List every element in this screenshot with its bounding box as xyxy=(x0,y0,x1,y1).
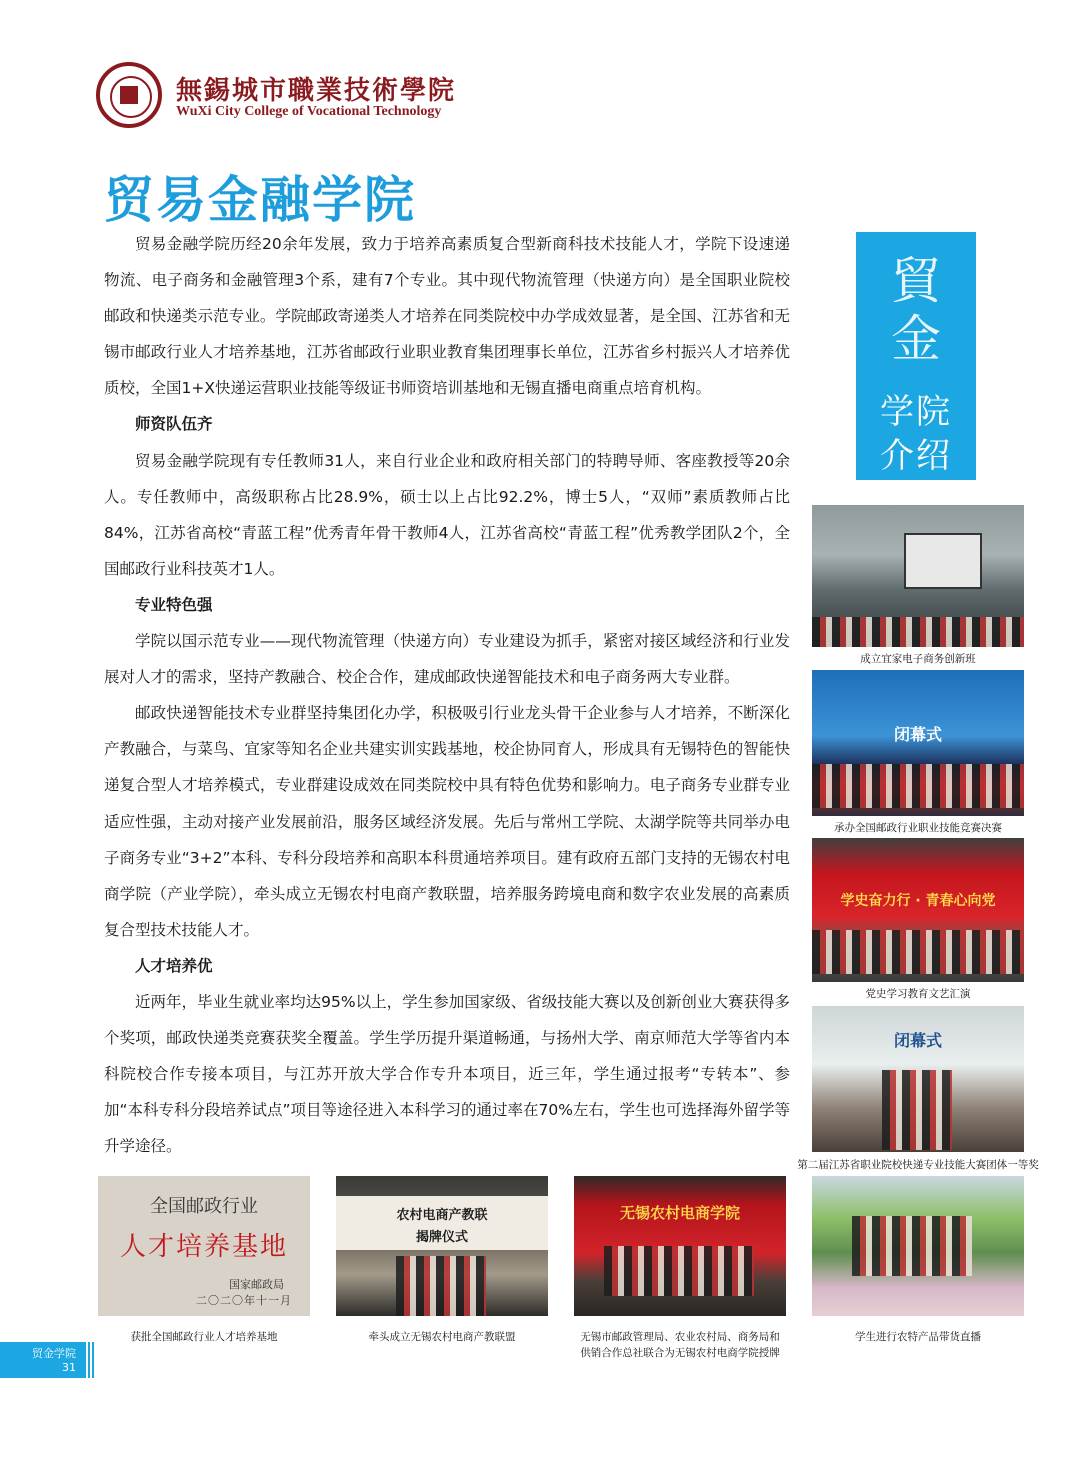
banner-seal-1: 貿 xyxy=(891,252,941,310)
photo-award-banner-text: 闭幕式 xyxy=(893,1031,942,1050)
plaque-line-4: 二〇二〇年十一月 xyxy=(196,1294,292,1307)
banner-seal-2: 金 xyxy=(891,310,941,368)
caption-training-base: 获批全国邮政行业人才培养基地 xyxy=(130,1331,278,1343)
caption-alliance: 牵头成立无锡农村电商产教联盟 xyxy=(368,1331,516,1343)
photo-training-base-plaque xyxy=(98,1176,310,1316)
ecommerce-screen-text: 无锡农村电商学院 xyxy=(619,1204,740,1222)
majors-paragraph-1: 学院以国示范专业——现代物流管理（快递方向）专业建设为抓手，紧密对接区域经济和行业发展对人才的需求，坚持产教融合、校企合作，建成邮政快递智能技术和电子商务两大专业群。 xyxy=(104,632,790,687)
photo-rural-ecommerce-award xyxy=(574,1176,786,1316)
caption-rural-ecommerce-2: 供销合作总社联合为无锡农村电商学院授牌 xyxy=(580,1347,780,1359)
faculty-paragraph: 贸易金融学院现有专任教师31人，来自行业企业和政府相关部门的特聘导师、客座教授等20余人。专任教师中，高级职称占比28.9%，硕士以上占比92.2%，博士5人，“双师”素质教师占比84%，江苏省高校“青蓝工程”优秀青年骨干教师4人，江苏省高校“青蓝工程”优秀教学团队2个，全国邮政行业科技英才1人。 xyxy=(104,451,790,578)
majors-paragraph-2: 邮政快递智能技术专业群坚持集团化办学，积极吸引行业龙头骨干企业参与人才培养，不断深化产教融合，与菜鸟、宜家等知名企业共建实训实践基地，校企协同育人，形成具有无锡特色的智能快递复合型人才培养模式，专业群建设成效在同类院校中具有特色优势和影响力。电子商务专业群专业适应性强，主动对接产业发展前沿，服务区域经济发展。先后与常州工学院、太湖学院等共同举办电子商务专业“3+2”本科、专科分段培养和高职本科贯通培养项目。建有政府五部门支持的无锡农村电商学院（产业学院），牵头成立无锡农村电商产教联盟，培养服务跨境电商和数字农业发展的高素质复合型技术技能人才。 xyxy=(104,704,790,939)
caption-postal-competition: 承办全国邮政行业职业技能竞赛决赛 xyxy=(834,822,1002,834)
alliance-screen-text-2: 揭牌仪式 xyxy=(415,1230,468,1245)
plaque-line-2: 人才培养基地 xyxy=(119,1232,288,1262)
article-body xyxy=(104,226,790,1164)
alliance-screen-text: 农村电商产教联 xyxy=(396,1208,488,1223)
talent-paragraph: 近两年，毕业生就业率均达95%以上，学生参加国家级、省级技能大赛以及创新创业大赛获得多个奖项，邮政快递类竞赛获奖全覆盖。学生学历提升渠道畅通，与扬州大学、南京师范大学等省内本科院校合作专接本项目，与江苏开放大学合作专升本项目，近三年，学生通过报考“专转本”、参加“本科专科分段培养试点”项目等途径进入本科学习的通过率在70%左右，学生也可选择海外留学等升学途径。 xyxy=(104,992,791,1156)
college-seal-icon xyxy=(96,62,162,128)
photo-postal-competition xyxy=(812,670,1024,816)
photo-party-history xyxy=(812,838,1024,982)
photo-livestream xyxy=(812,1176,1024,1316)
footer-page-tab xyxy=(0,1342,84,1378)
college-logo xyxy=(96,62,457,132)
intro-banner xyxy=(856,232,976,480)
footer-section: 贸金学院 xyxy=(32,1347,76,1360)
banner-seal-glyphs xyxy=(886,252,946,368)
caption-provincial-award: 第二届江苏省职业院校快递专业技能大赛团体一等奖 xyxy=(797,1159,1039,1171)
page-title: 贸易金融学院 xyxy=(104,171,416,229)
college-name-en: WuXi City College of Vocational Technology xyxy=(176,104,442,119)
footer-page-number: 31 xyxy=(62,1361,76,1374)
caption-ikea-class: 成立宜家电子商务创新班 xyxy=(860,653,976,665)
photo-alliance-unveiling xyxy=(336,1176,548,1316)
photo-party-banner-text: 学史奋力行 · 青春心向党 xyxy=(840,893,996,909)
section-heading-majors: 专业特色强 xyxy=(135,595,213,614)
footer-stripes xyxy=(84,1342,96,1378)
caption-rural-ecommerce-1: 无锡市邮政管理局、农业农村局、商务局和 xyxy=(580,1331,780,1343)
caption-party-history: 党史学习教育文艺汇演 xyxy=(865,988,971,1000)
plaque-line-1: 全国邮政行业 xyxy=(150,1196,258,1217)
photo-provincial-award xyxy=(812,1006,1024,1152)
banner-line-2: 介绍 xyxy=(880,436,952,476)
college-name-cn: 無錫城市職業技術學院 xyxy=(176,76,457,106)
caption-livestream: 学生进行农特产品带货直播 xyxy=(855,1331,981,1343)
photo-ikea-class xyxy=(812,505,1024,647)
banner-line-1: 学院 xyxy=(880,392,952,432)
plaque-line-3: 国家邮政局 xyxy=(229,1278,284,1291)
intro-paragraph: 贸易金融学院历经20余年发展，致力于培养高素质复合型新商科技术技能人才，学院下设速递物流、电子商务和金融管理3个系，建有7个专业。其中现代物流管理（快递方向）是全国职业院校邮政和快递类示范专业。学院邮政寄递类人才培养在同类院校中办学成效显著，是全国、江苏省和无锡市邮政行业人才培养基地，江苏省邮政行业职业教育集团理事长单位，江苏省乡村振兴人才培养优质校，全国1+X快递运营职业技能等级证书师资培训基地和无锡直播电商重点培育机构。 xyxy=(104,235,790,398)
photo-postal-banner-text: 闭幕式 xyxy=(893,725,942,744)
section-heading-talent: 人才培养优 xyxy=(135,956,213,975)
section-heading-faculty: 师资队伍齐 xyxy=(135,415,213,434)
